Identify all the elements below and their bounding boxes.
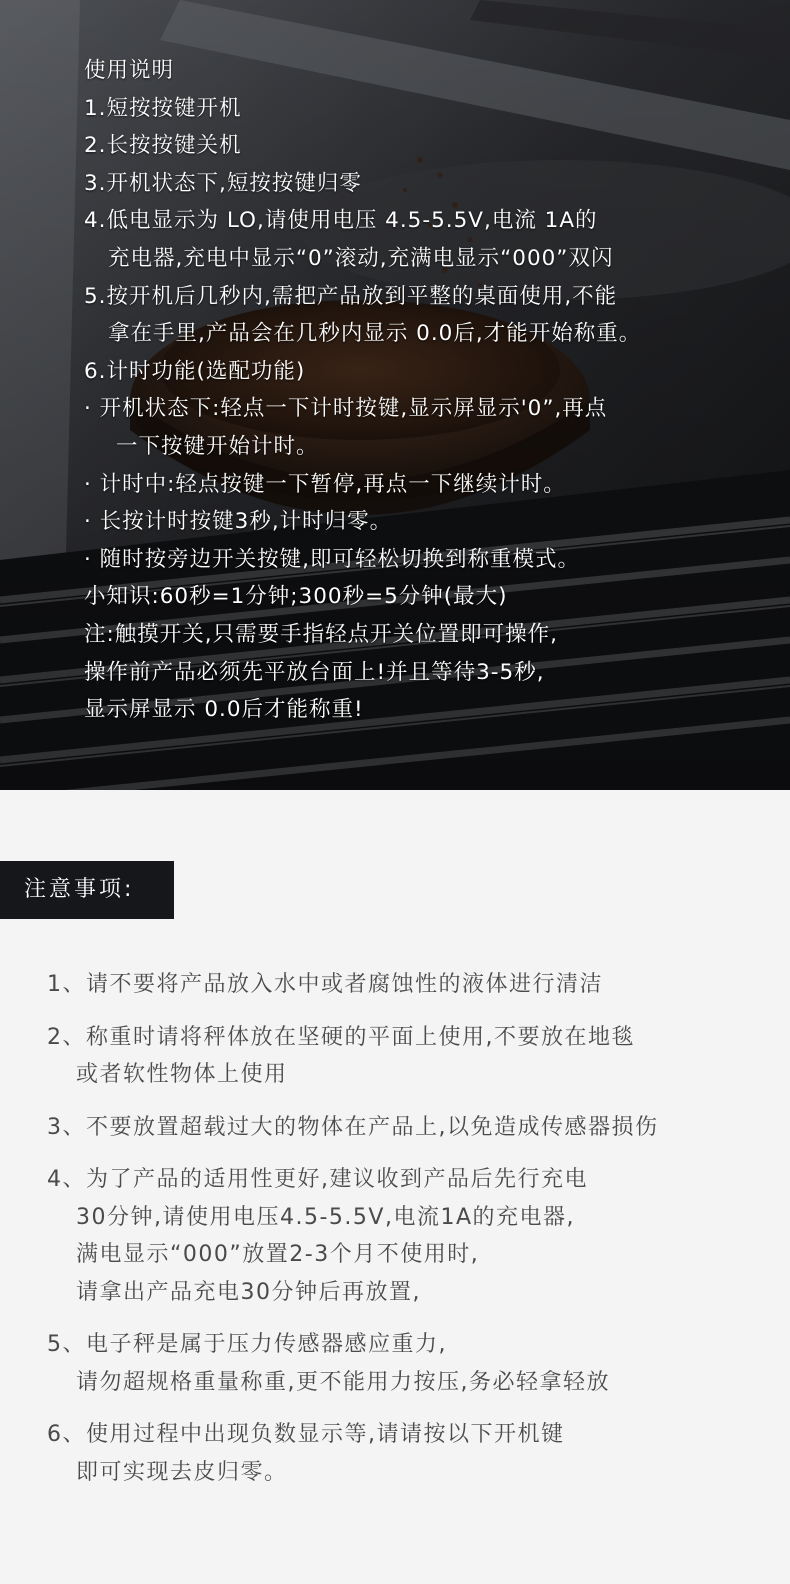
instruction-line: · 随时按旁边开关按键,即可轻松切换到称重模式。 [84, 546, 581, 572]
instruction-line: 充电器,充电中显示“0”滚动,充满电显示“000”双闪 [108, 245, 614, 271]
caution-item-line: 3、不要放置超载过大的物体在产品上,以免造成传感器损伤 [47, 1114, 659, 1140]
instruction-line: 小知识:60秒=1分钟;300秒=5分钟(最大) [84, 584, 508, 610]
instruction-line: 3.开机状态下,短按按键归零 [84, 170, 362, 196]
caution-item-line: 或者软性物体上使用 [76, 1062, 288, 1087]
caution-item-line: 即可实现去皮归零。 [76, 1459, 288, 1485]
caution-item-line: 请拿出产品充电30分钟后再放置, [76, 1279, 421, 1305]
instruction-line: 注:触摸开关,只需要手指轻点开关位置即可操作, [84, 621, 558, 647]
instruction-line: · 长按计时按键3秒,计时归零。 [84, 509, 393, 535]
instruction-line: 2.长按按键关机 [84, 133, 242, 159]
instruction-line: 4.低电显示为 LO,请使用电压 4.5-5.5V,电流 1A的 [84, 208, 598, 234]
caution-item-line: 5、电子秤是属于压力传感器感应重力, [47, 1332, 447, 1357]
hero-photo-section [0, 0, 790, 790]
caution-item [47, 1416, 787, 1491]
instruction-line: · 计时中:轻点按键一下暂停,再点一下继续计时。 [84, 471, 566, 497]
caution-item [47, 966, 787, 1004]
instruction-line: 显示屏显示 0.0后才能称重! [84, 697, 364, 723]
instruction-line: 拿在手里,产品会在几秒内显示 0.0后,才能开始称重。 [108, 321, 642, 347]
caution-item [47, 1109, 787, 1147]
caution-heading: 注意事项: [0, 861, 174, 919]
instruction-line: 一下按键开始计时。 [116, 433, 319, 459]
caution-item-line: 满电显示“000”放置2-3个月不使用时, [76, 1242, 480, 1267]
instruction-line: 操作前产品必须先平放台面上!并且等待3-5秒, [84, 659, 545, 685]
instruction-line: 5.按开机后几秒内,需把产品放到平整的桌面使用,不能 [84, 283, 618, 309]
caution-item-line: 请勿超规格重量称重,更不能用力按压,务必轻拿轻放 [76, 1369, 610, 1395]
caution-list [47, 966, 787, 1506]
caution-item [47, 1019, 787, 1094]
instructions-title: 使用说明 [84, 58, 175, 83]
instruction-line: 1.短按按键开机 [84, 95, 242, 121]
caution-item [47, 1326, 787, 1401]
caution-item [47, 1161, 787, 1311]
caution-item-line: 30分钟,请使用电压4.5-5.5V,电流1A的充电器, [76, 1204, 575, 1230]
instruction-line: 6.计时功能(选配功能) [84, 358, 306, 384]
caution-item-line: 4、为了产品的适用性更好,建议收到产品后先行充电 [47, 1167, 588, 1192]
caution-item-line: 6、使用过程中出现负数显示等,请请按以下开机键 [47, 1422, 565, 1447]
instructions-list [84, 90, 784, 729]
instructions-panel [84, 52, 784, 729]
instruction-line: · 开机状态下:轻点一下计时按键,显示屏显示'0”,再点 [84, 396, 608, 422]
caution-item-line: 2、称重时请将秤体放在坚硬的平面上使用,不要放在地毯 [47, 1024, 635, 1050]
caution-item-line: 1、请不要将产品放入水中或者腐蚀性的液体进行清洁 [47, 972, 603, 997]
